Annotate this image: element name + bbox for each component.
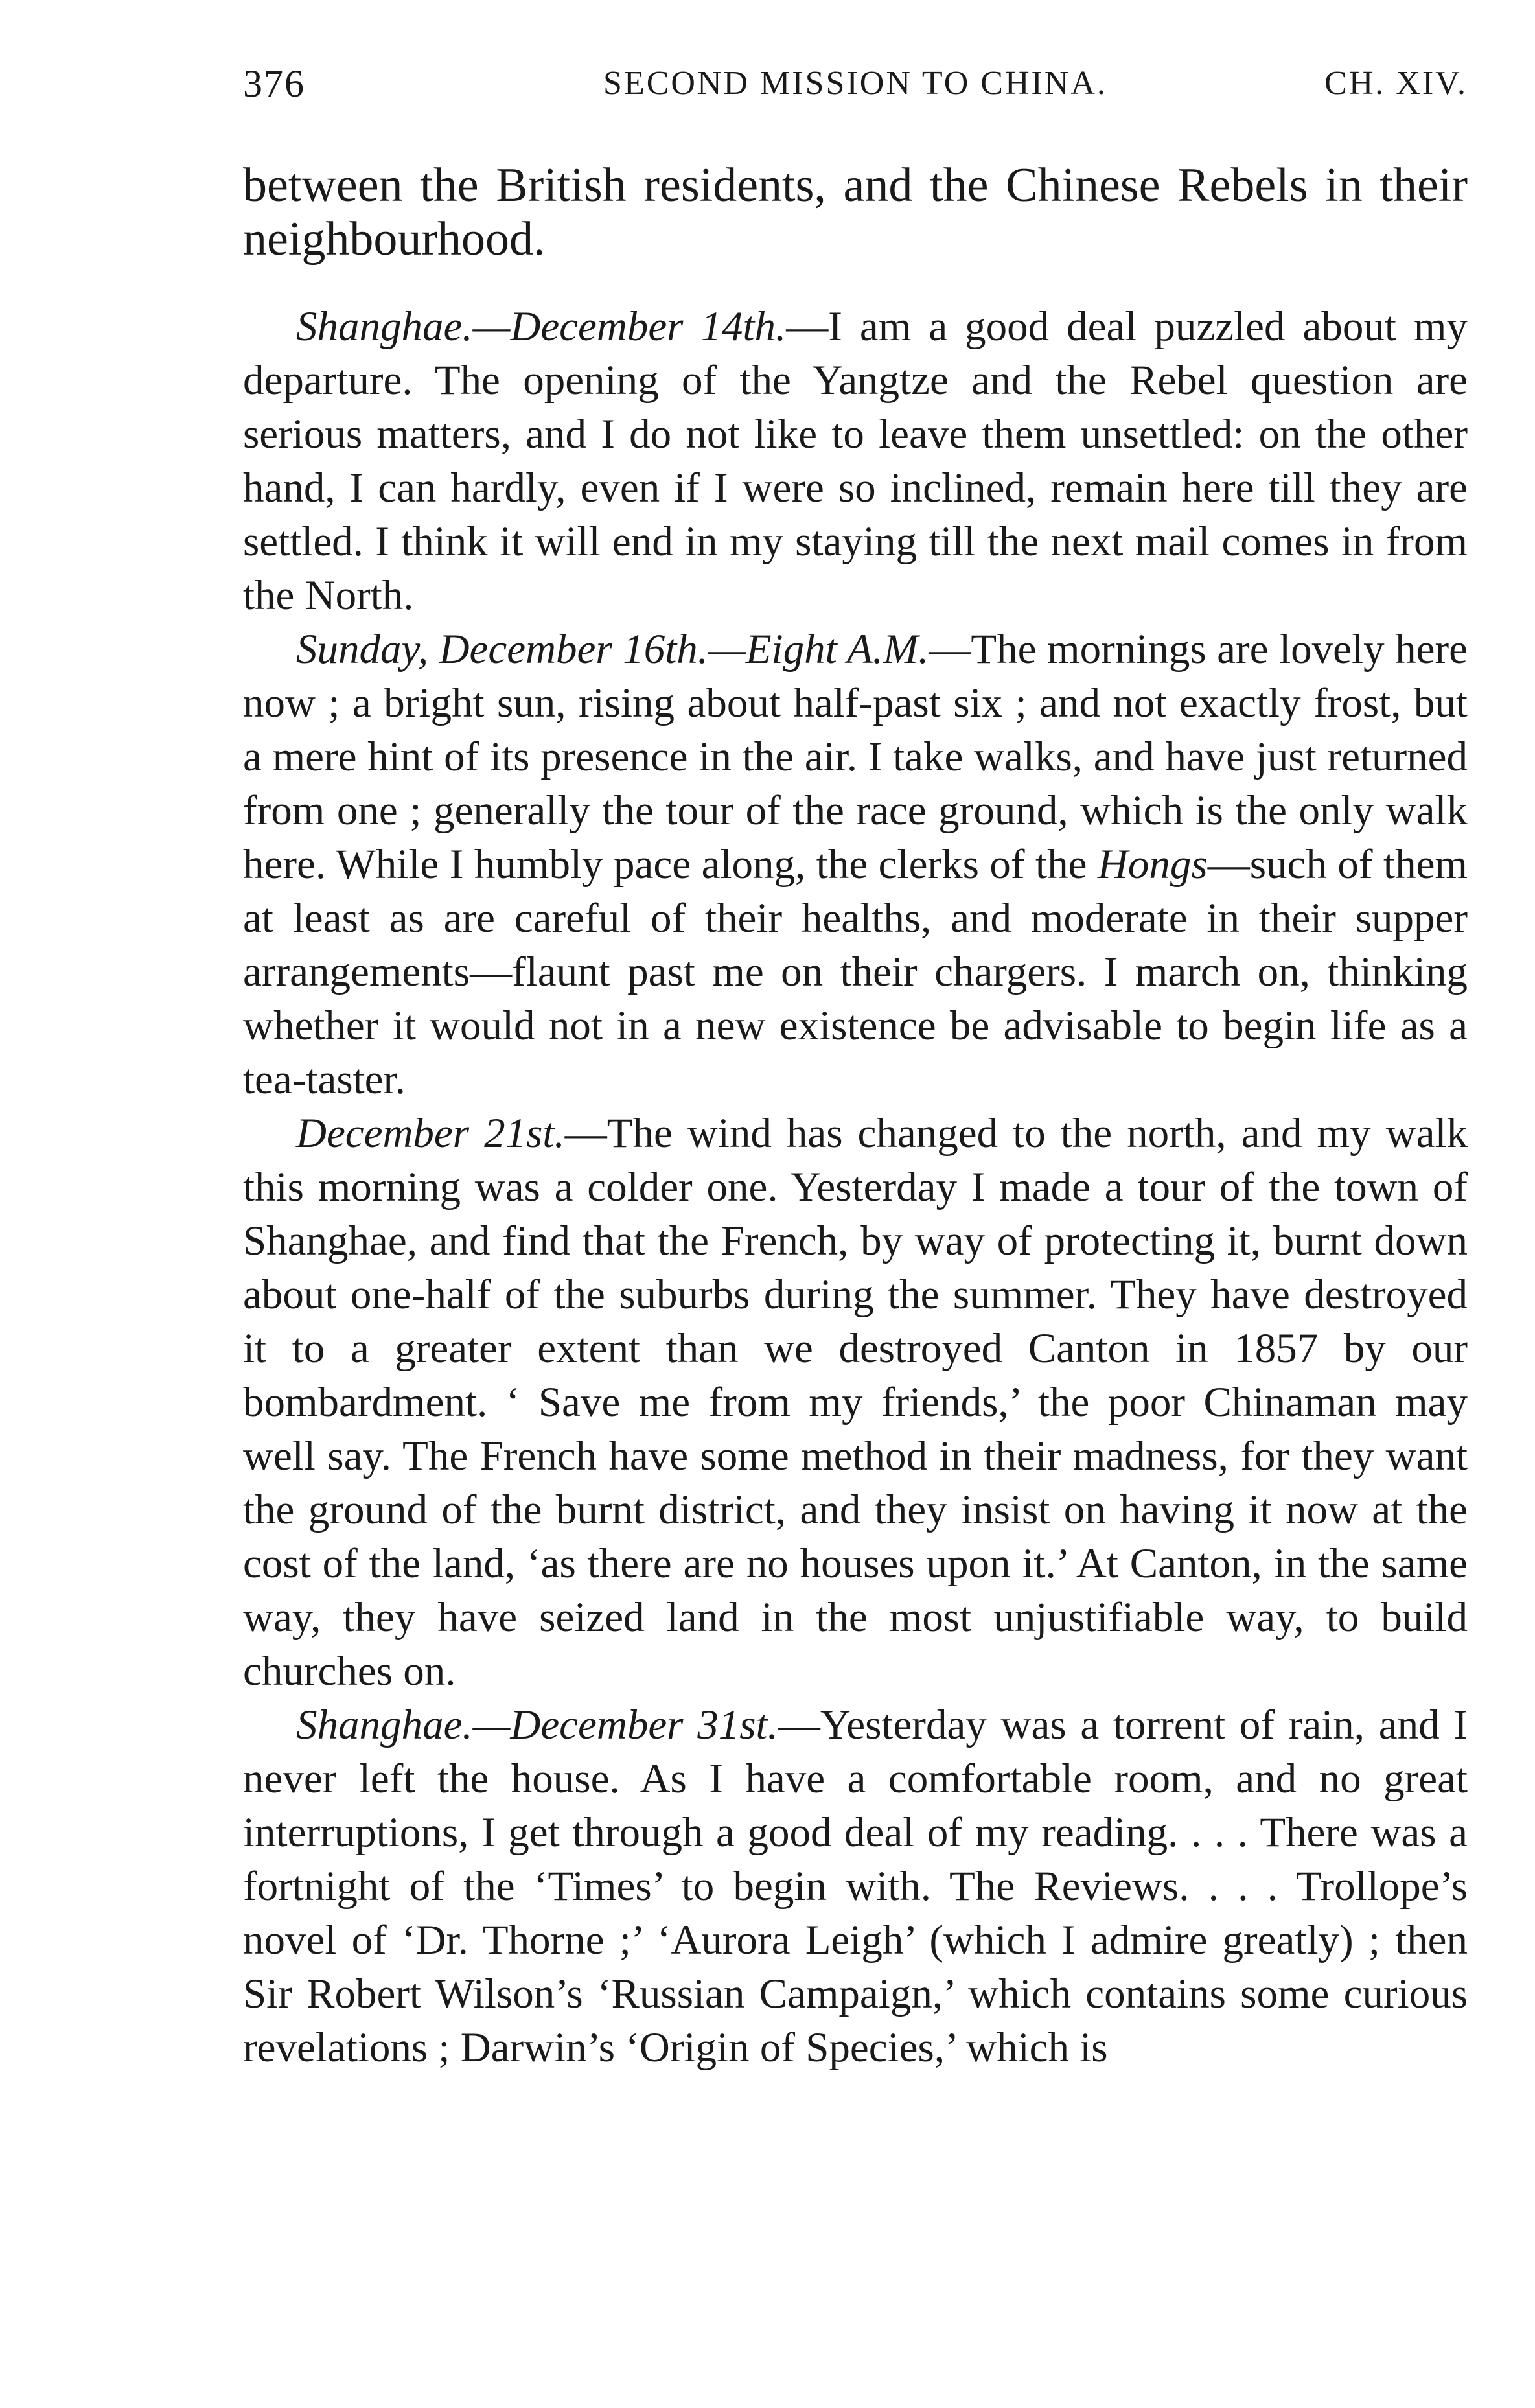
journal-entry-dec-31 bbox=[243, 1698, 1468, 2075]
entry-dateline: December 21st. bbox=[296, 1110, 565, 1157]
entry-dateline: Sunday, December 16th.—Eight A.M. bbox=[296, 626, 929, 673]
page-number: 376 bbox=[243, 62, 305, 105]
entry-dateline: Shanghae.—December 31st. bbox=[296, 1702, 778, 1748]
running-head bbox=[243, 62, 1468, 113]
journal-entry-dec-21 bbox=[243, 1107, 1468, 1698]
entry-text-continued: —such of them at least as are careful of their healths, and moderate in their supper arrangements—flaunt past me on their chargers. I march on, thinking whether it would not in a new existence be advisable to begin life as a tea-taster. bbox=[243, 841, 1468, 1103]
entry-dateline: Shanghae.—December 14th. bbox=[296, 303, 787, 350]
body-text bbox=[243, 159, 1468, 2075]
running-head-title: SECOND MISSION TO CHINA. bbox=[603, 65, 1107, 102]
chapter-reference: CH. XIV. bbox=[1324, 65, 1468, 102]
entry-text: —I am a good deal puzzled about my departure. The opening of the Yangtze and the Rebel question are serious matters, and I do not like to leave them unsettled: on the other hand, I can hardly, even if I were so inclined, remain here till they are settled. I think it will end in my staying till the next mail comes in from the North. bbox=[243, 303, 1468, 619]
entry-text: —The mornings are lovely here now ; a bright sun, rising about half-past six ; and not exactly frost, but a mere hint of its presence in the air. I take walks, and have just returned from one ; generally the tour of the race ground, which is the only walk here. While I humbly pace along, the clerks of the bbox=[243, 626, 1468, 888]
continuation-paragraph: between the British residents, and the Chinese Rebels in their neighbourhood. bbox=[243, 159, 1468, 266]
italic-term-hongs: Hongs bbox=[1097, 841, 1208, 888]
entry-text: —The wind has changed to the north, and my walk this morning was a colder one. Yesterday I made a tour of the town of Shanghae, and find that the French, by way of protecting it, burnt down about one-half of the suburbs during the summer. They have destroyed it to a greater extent than we destroyed Canton in 1857 by our bombardment. ‘ Save me from my friends,’ the poor Chinaman may well say. The French have some method in their madness, for they want the ground of the burnt district, and they insist on having it now at the cost of the land, ‘as there are no houses upon it.’ At Canton, in the same way, they have seized land in the most unjustifiable way, to build churches on. bbox=[243, 1110, 1468, 1695]
journal-entry-dec-16 bbox=[243, 623, 1468, 1107]
entry-text: —Yesterday was a torrent of rain, and I never left the house. As I have a comfortable room, and no great interruptions, I get through a good deal of my reading. . . . There was a fortnight of the ‘Times’ to begin with. The Reviews. . . . Trollope’s novel of ‘Dr. Thorne ;’ ‘Aurora Leigh’ (which I admire greatly) ; then Sir Robert Wilson’s ‘Russian Campaign,’ which contains some curious revelations ; Darwin’s ‘Origin of Species,’ which is bbox=[243, 1702, 1468, 2071]
journal-entry-dec-14 bbox=[243, 300, 1468, 623]
